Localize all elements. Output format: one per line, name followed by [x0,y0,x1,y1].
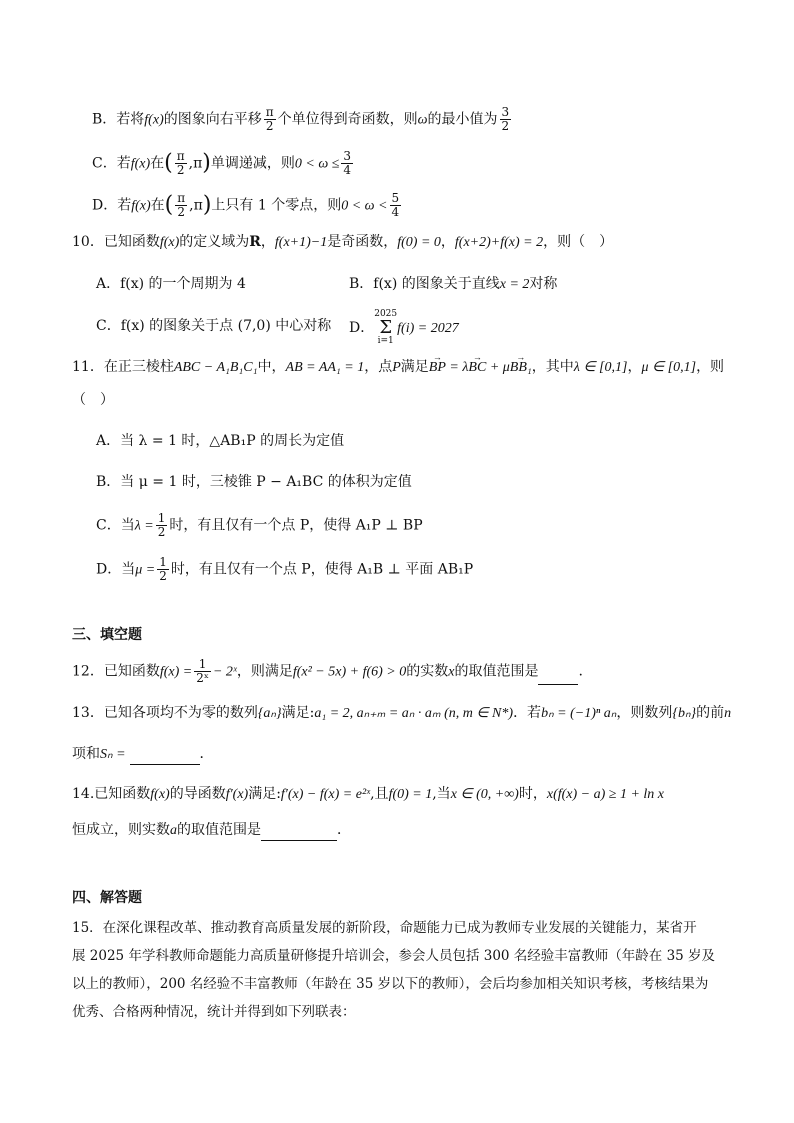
q9-c-interval-fraction: $\frac{\pi}{2}$ [176,149,185,177]
q15-line-4: 优秀、合格两种情况，统计并得到如下列联表： [72,1004,356,1020]
q9-c-text1: 在 [150,155,165,172]
q14-answer-blank[interactable] [261,826,337,841]
q10-stem: 10．已知函数f(x)的定义域为R，f(x+1)−1是奇函数，f(0) = 0，f(x+2)+f(x) = 2，则（ ） [72,234,614,250]
q9-c-answer-fraction: $\frac{3}{4}$ [343,149,352,177]
q9-c-text2: 单调递减，则 [210,155,295,172]
q11-option-b: B．当 μ = 1 时，三棱锥 P − A₁BC 的体积为定值 [96,474,412,490]
q9-d-interval-right: ,π [189,197,203,214]
q12-stem: 12．已知函数f(x) = $\frac{1}{\text{2ˣ}}$ − 2ˣ，则满足f(x² − 5x) + f(6) > 0的实数x的取值范围是 . [72,657,583,685]
q9-c-close-paren: ) [202,150,211,176]
section-solutions: 四、解答题 [72,890,142,906]
q9-b-prefix: B．若将 [92,111,145,128]
q9-b-shift-fraction: $\frac{\pi}{2}$ [265,105,274,133]
q13-stem-cont: 项和Sₙ = ． [72,744,214,765]
q9-d-inequality: 0 < ω < [341,198,388,214]
q9-c-prefix: C．若 [92,155,131,172]
q9-d-open-paren: ( [164,192,174,218]
q9-c-fx: f(x) [130,156,151,172]
q9-c-inequality: 0 < ω ≤ [294,156,340,172]
q9-option-b [92,106,513,133]
q13-stem: 13．已知各项均不为零的数列{aₙ}满足:a₁ = 2, aₙ₊ₘ = aₙ · aₘ (n, m ∈ N*)．若bₙ = (−1)ⁿ aₙ，则数列{bₙ}的前n [72,705,732,721]
q11-option-d: D．当μ = $\frac{1}{2}$ 时，有且仅有一个点 P，使得 A₁B ⊥ 平面 AB₁P [96,555,474,583]
q15-line-2: 展 2025 年学科教师命题能力高质量研修提升培训会，参会人员包括 300 名经验丰富教师（年龄在 35 岁及 [72,948,716,964]
q12-answer-blank[interactable] [538,670,578,685]
q9-c-open-paren: ( [164,150,173,176]
q15-line-1: 15．在深化课程改革、推动教育高质量发展的新阶段，命题能力已成为教师专业发展的关键能力，某省开 [72,920,697,936]
q9-d-text1: 在 [150,197,165,214]
q13-answer-blank[interactable] [130,750,200,765]
q11-stem: 11．在正三棱柱ABC − A₁B₁C₁中，AB = AA₁ = 1，点P满足→ BP = λ→ BC + μ→ BB₁，其中λ ∈ [0,1]，μ ∈ [0,1]，则 [72,357,724,378]
q9-d-interval-fraction: $\frac{\pi}{2}$ [177,191,186,219]
section-fill-in: 三、填空题 [72,627,142,643]
q14-stem: 14.已知函数f(x)的导函数f′(x)满足:f′(x) − f(x) = e²ˣ,且f(0) = 1,当x ∈ (0, +∞)时，x(f(x) − a) ≥ 1 + ln x [72,786,665,802]
q11-stem-paren: （ ） [72,392,114,408]
q9-option-d [92,192,403,219]
q9-option-c [92,150,355,177]
q9-d-fx: f(x) [131,198,151,214]
q10-option-a: A．f(x) 的一个周期为 4 [96,276,246,292]
q9-d-answer-fraction: $\frac{5}{4}$ [391,191,400,219]
q9-c-interval-right: ,π [188,155,203,172]
q11-option-a: A．当 λ = 1 时，△AB₁P 的周长为定值 [96,433,345,449]
q10-option-b: B．f(x) 的图象关于直线x = 2对称 [349,276,558,292]
q9-d-close-paren: ) [202,192,212,218]
q9-b-omega: ω [417,112,428,128]
q10-sum-symbol: 2025 Σ i=1 [374,309,398,346]
q14-stem-cont: 恒成立，则实数a的取值范围是 ． [72,820,351,841]
q9-b-text3: 的最小值为 [427,111,498,128]
q9-d-text2: 上只有 1 个零点，则 [211,197,342,214]
q9-b-text2: 个单位得到奇函数，则 [277,111,418,128]
q9-b-fx: f(x) [144,112,164,128]
q9-d-prefix: D．若 [92,197,132,214]
q10-option-d: D．2025 Σ i=1f(i) = 2027 [349,309,459,346]
q11-option-c: C．当λ = $\frac{1}{2}$ 时，有且仅有一个点 P，使得 A₁P ⊥ BP [96,511,423,539]
q10-option-c: C．f(x) 的图象关于点 (7,0) 中心对称 [96,318,332,334]
q9-b-text1: 的图象向右平移 [163,111,262,128]
q9-b-answer-fraction: $\frac{3}{2}$ [501,105,510,133]
q15-line-3: 以上的教师），200 名经验不丰富教师（年龄在 35 岁以下的教师），会后均参加相关知识考核，考核结果为 [72,976,709,992]
